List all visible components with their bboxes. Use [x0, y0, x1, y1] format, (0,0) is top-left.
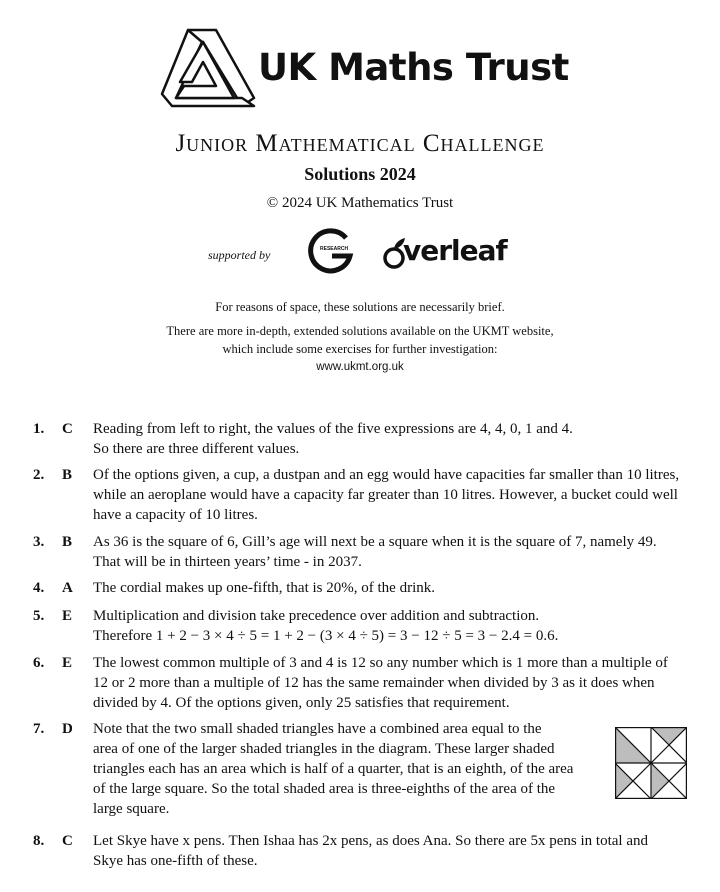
- note-line: which include some exercises for further investigation:: [222, 342, 498, 356]
- question-number: 6.: [33, 655, 45, 671]
- answer-letter: B: [62, 534, 73, 550]
- penrose-triangle-icon: [158, 24, 256, 110]
- solution-text: [93, 653, 689, 713]
- answer-letter: C: [62, 421, 73, 437]
- answer-letter: E: [62, 608, 73, 624]
- solution-line: area of one of the larger shaded triangles in the diagram. These larger shaded: [93, 741, 555, 757]
- solution-line: of the large square. So the total shaded area is three-eighths of the area of the: [93, 781, 556, 797]
- overleaf-logo-text: verleaf: [403, 234, 507, 267]
- solution-line: That will be in thirteen years’ time - in 2037.: [93, 554, 362, 570]
- solution-line: Note that the two small shaded triangles have a combined area equal to the: [93, 721, 542, 737]
- ukmt-logo: [158, 24, 568, 114]
- solution-line: The lowest common multiple of 3 and 4 is 12 so any number which is 1 more than a multiple of: [93, 655, 668, 671]
- solution-line: Reading from left to right, the values of the five expressions are 4, 4, 0, 1 and 4.: [93, 421, 573, 437]
- supported-by-label: supported by: [208, 248, 271, 262]
- answer-letter: E: [62, 655, 73, 671]
- answer-letter: C: [62, 833, 73, 849]
- question-number: 7.: [33, 721, 45, 737]
- question-number: 5.: [33, 608, 45, 624]
- g-research-logo-text: RESEARCH: [320, 246, 349, 252]
- solution-text: [93, 532, 689, 572]
- solution-line: Therefore 1 + 2 − 3 × 4 ÷ 5 = 1 + 2 − (3 × 4 ÷ 5) = 3 − 12 ÷ 5 = 3 − 2.4 = 0.6.: [93, 628, 559, 644]
- shaded-square-diagram: [615, 727, 687, 799]
- answer-letter: D: [62, 721, 73, 737]
- solution-line: So there are three different values.: [93, 441, 300, 457]
- copyright-notice: © 2024 UK Mathematics Trust: [266, 195, 454, 211]
- solution-text: [93, 465, 689, 525]
- solution-line: triangles each has an area which is half of a quarter, that is an eighth, of the area: [93, 761, 574, 777]
- solution-text: [93, 719, 585, 819]
- question-number: 4.: [33, 580, 45, 596]
- solution-line: divided by 4. Of the options given, only 25 satisfies that requirement.: [93, 695, 510, 711]
- solution-line: Let Skye have x pens. Then Ishaa has 2x pens, as does Ana. So there are 5x pens in total and: [93, 833, 648, 849]
- logo-text: UK Maths Trust: [258, 46, 569, 89]
- solution-text: [93, 831, 689, 871]
- answer-letter: A: [62, 580, 73, 596]
- solution-line: Skye has one-fifth of these.: [93, 853, 258, 869]
- page-subtitle: Solutions 2024: [304, 164, 416, 184]
- solution-text: [93, 606, 689, 646]
- solution-line: 12 or 2 more than a multiple of 12 has the same remainder when divided by 3 as it does when: [93, 675, 655, 691]
- note-line: For reasons of space, these solutions are necessarily brief.: [215, 300, 505, 314]
- solution-text: [93, 578, 689, 598]
- solution-line: Multiplication and division take precedence over addition and subtraction.: [93, 608, 540, 624]
- g-research-logo-icon: [306, 228, 356, 276]
- solution-line: As 36 is the square of 6, Gill’s age will next be a square when it is the square of 7, namely 49.: [93, 534, 657, 550]
- solution-line: have a capacity of 10 litres.: [93, 507, 258, 523]
- question-number: 2.: [33, 467, 45, 483]
- ukmt-website-link[interactable]: www.ukmt.org.uk: [316, 361, 404, 373]
- question-number: 3.: [33, 534, 45, 550]
- question-number: 1.: [33, 421, 45, 437]
- solution-line: Of the options given, a cup, a dustpan and an egg would have capacities far smaller than 10 litres,: [93, 467, 680, 483]
- solution-line: large square.: [93, 801, 170, 817]
- note-line: There are more in-depth, extended solutions available on the UKMT website,: [166, 324, 554, 338]
- overleaf-logo: [383, 234, 513, 274]
- answer-letter: B: [62, 467, 73, 483]
- question-number: 8.: [33, 833, 45, 849]
- solution-text: [93, 419, 689, 459]
- solution-line: while an aeroplane would have a capacity far greater than 10 litres. However, a bucket could well: [93, 487, 678, 503]
- page-title: Junior Mathematical Challenge: [175, 130, 545, 157]
- solution-line: The cordial makes up one-fifth, that is 20%, of the drink.: [93, 580, 435, 596]
